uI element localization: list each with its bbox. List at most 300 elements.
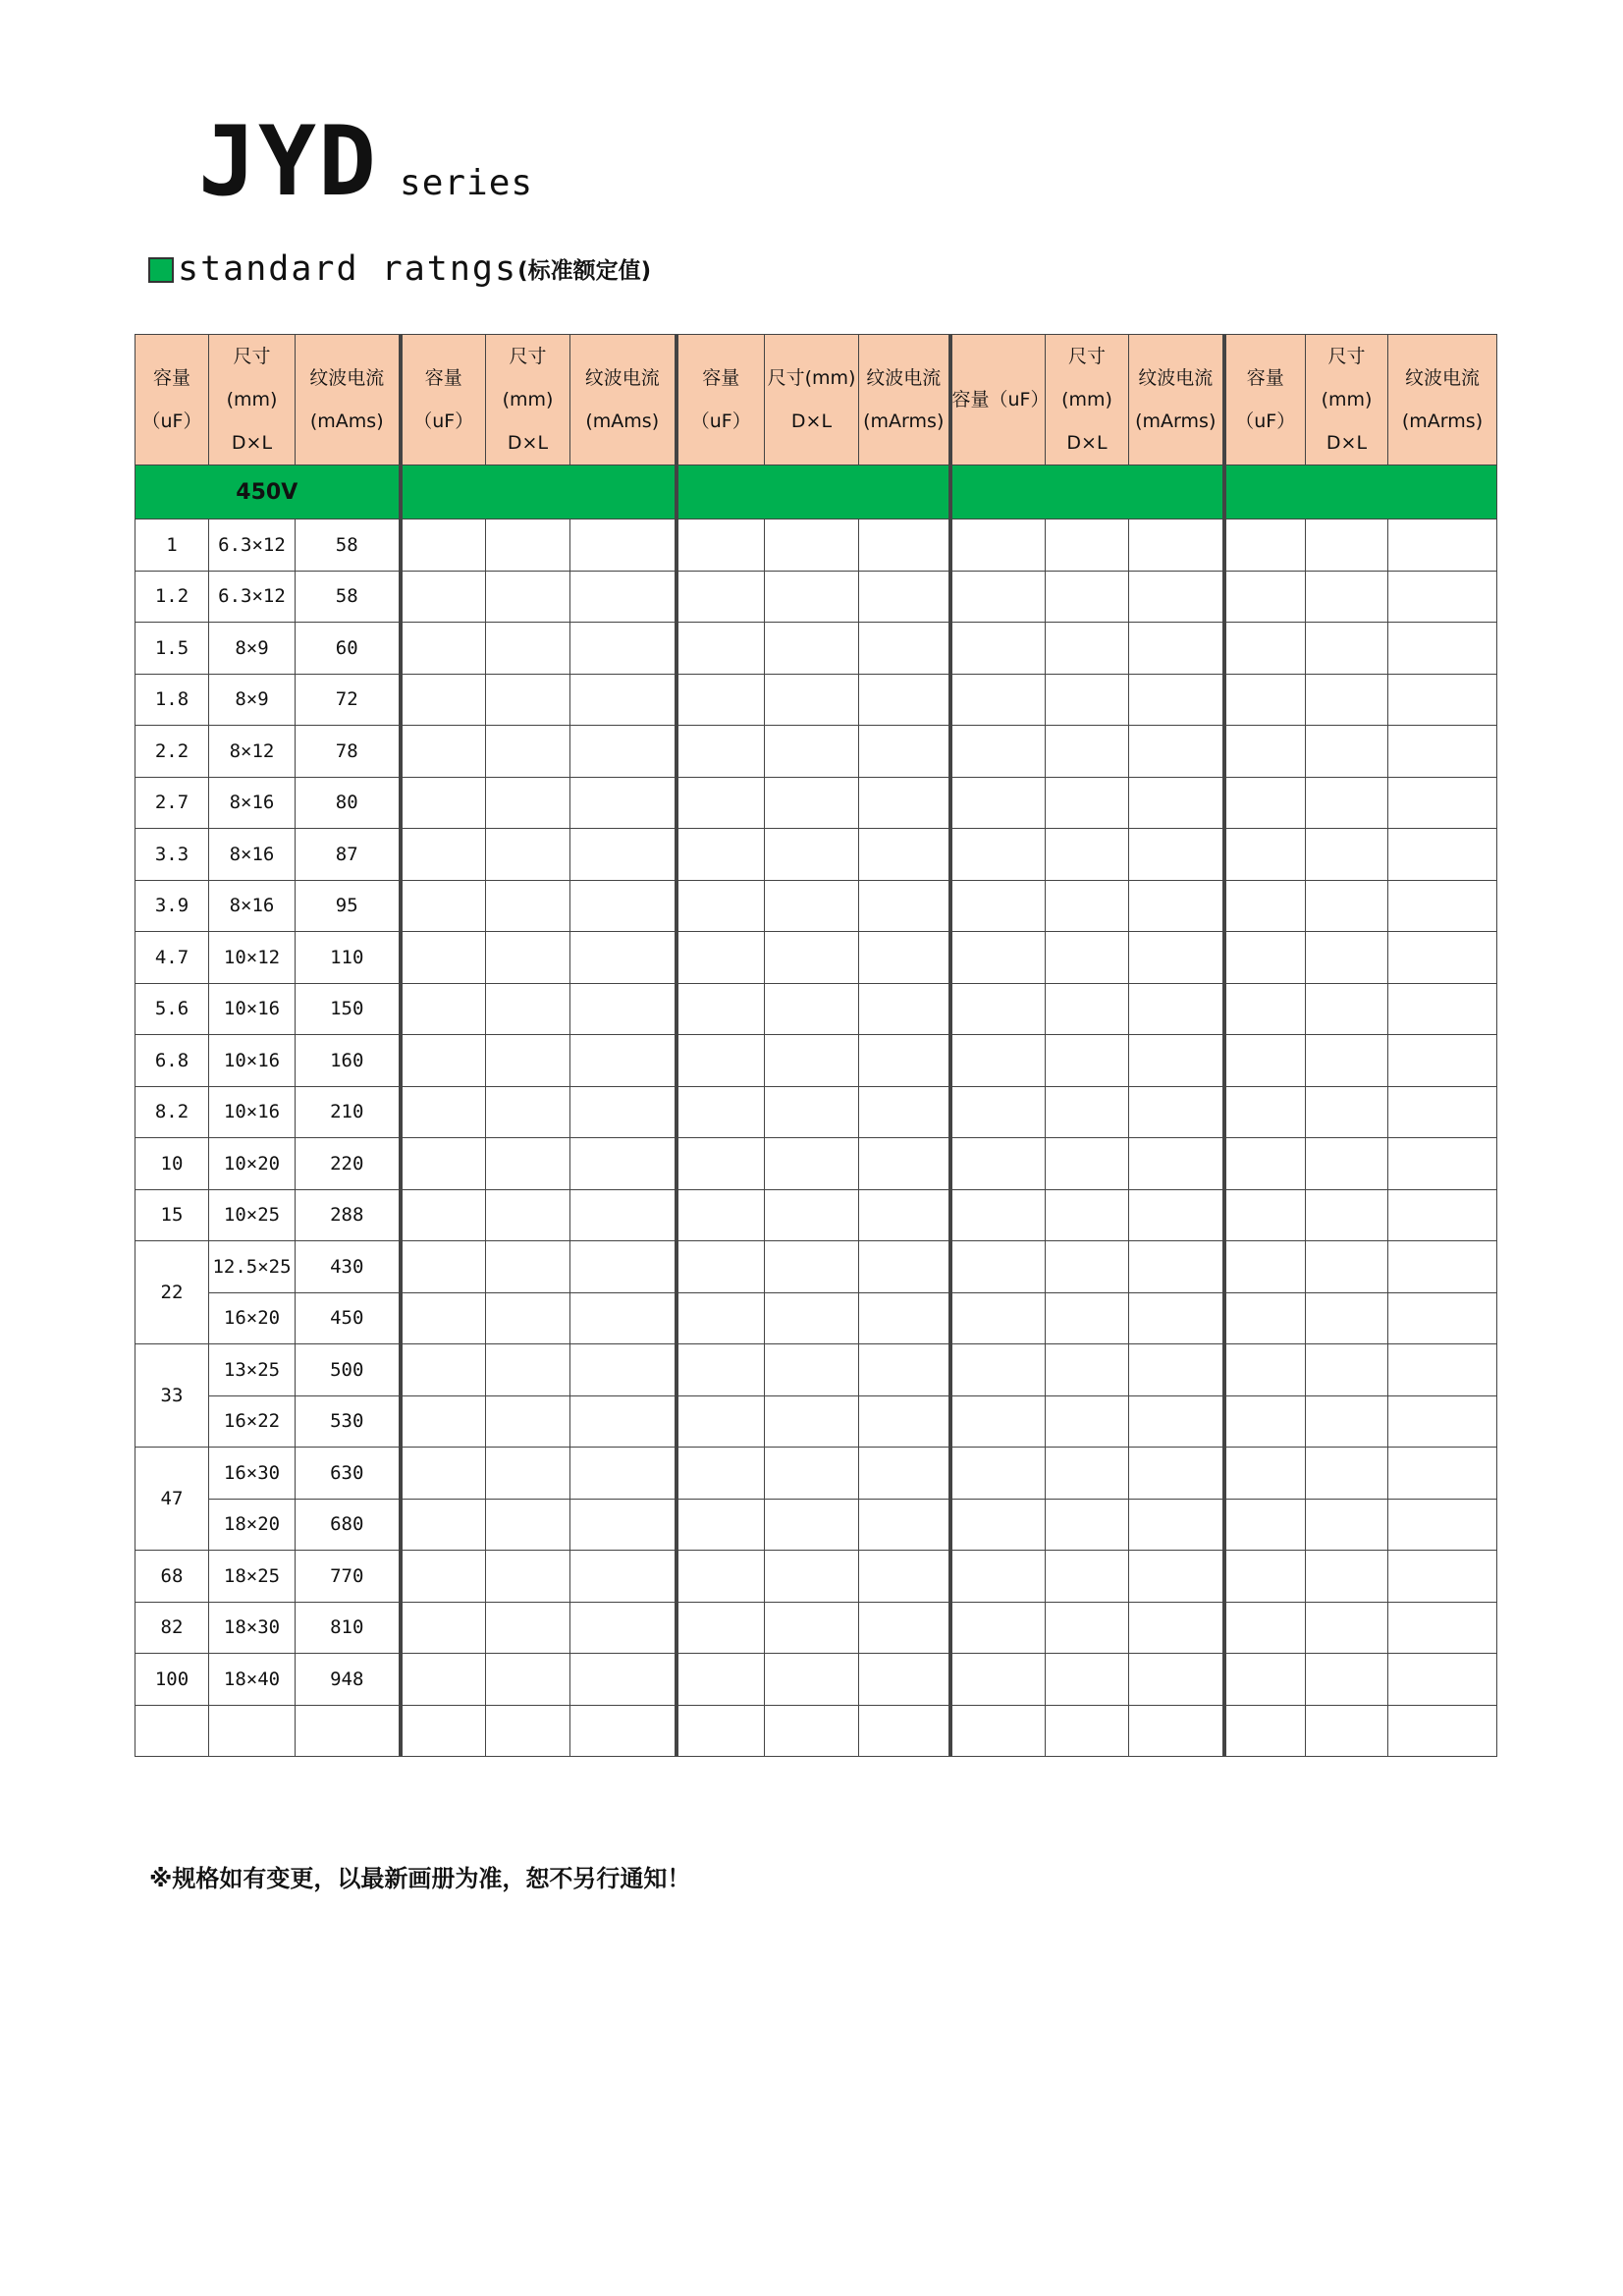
cell-empty: [1388, 1292, 1497, 1344]
cell-empty: [950, 674, 1046, 726]
cell-empty: [676, 1499, 765, 1551]
cell-capacity: 22: [135, 1241, 209, 1344]
cell-empty: [765, 983, 859, 1035]
cell-empty: [570, 623, 676, 675]
table-row: [135, 1499, 1497, 1551]
cell-empty: [401, 932, 486, 984]
cell-empty: [1046, 1035, 1129, 1087]
cell-empty: [1388, 571, 1497, 623]
cell-capacity: 6.8: [135, 1035, 209, 1087]
table-row: [135, 571, 1497, 623]
cell-size: 10×16: [209, 983, 296, 1035]
cell-empty: [1306, 829, 1388, 881]
cell-empty: [1046, 1189, 1129, 1241]
header-ripple: 纹波电流 (mAms): [570, 335, 676, 465]
cell-empty: [1129, 519, 1224, 572]
cell-empty: [859, 571, 950, 623]
cell-empty: [676, 777, 765, 829]
cell-capacity: 1.2: [135, 571, 209, 623]
cell-empty: [765, 880, 859, 932]
cell-empty: [859, 983, 950, 1035]
cell-size: 10×12: [209, 932, 296, 984]
cell-empty: [1388, 880, 1497, 932]
table-row: [135, 726, 1497, 778]
cell-empty: [950, 1448, 1046, 1500]
cell-empty: [1046, 1705, 1129, 1757]
cell-empty: [1046, 1448, 1129, 1500]
cell-empty: [1388, 1344, 1497, 1396]
cell-empty: [570, 674, 676, 726]
cell-empty: [859, 1241, 950, 1293]
cell-ripple: 948: [296, 1654, 401, 1706]
cell-empty: [401, 1448, 486, 1500]
cell-empty: [1046, 1499, 1129, 1551]
cell-size: [209, 1705, 296, 1757]
cell-empty: [1388, 1035, 1497, 1087]
cell-empty: [1224, 1138, 1306, 1190]
cell-empty: [486, 1292, 570, 1344]
cell-empty: [950, 1499, 1046, 1551]
cell-empty: [676, 1086, 765, 1138]
cell-ripple: 530: [296, 1395, 401, 1448]
cell-empty: [859, 932, 950, 984]
voltage-empty: [1224, 465, 1497, 519]
cell-empty: [950, 932, 1046, 984]
cell-empty: [676, 1241, 765, 1293]
cell-capacity: 68: [135, 1551, 209, 1603]
cell-empty: [1388, 932, 1497, 984]
cell-size: 6.3×12: [209, 519, 296, 572]
cell-capacity: 3.3: [135, 829, 209, 881]
cell-empty: [1129, 623, 1224, 675]
disclaimer-note: ※规格如有变更，以最新画册为准，恕不另行通知！: [149, 1865, 691, 1892]
header-ripple: 纹波电流 (mArms): [1388, 335, 1497, 465]
table-row: [135, 1292, 1497, 1344]
cell-ripple: 78: [296, 726, 401, 778]
cell-empty: [1388, 1138, 1497, 1190]
cell-size: 10×25: [209, 1189, 296, 1241]
cell-empty: [1388, 829, 1497, 881]
table-row: [135, 1035, 1497, 1087]
cell-empty: [570, 519, 676, 572]
table-row: [135, 983, 1497, 1035]
cell-empty: [1129, 1035, 1224, 1087]
cell-empty: [1129, 1551, 1224, 1603]
cell-empty: [401, 1499, 486, 1551]
cell-empty: [950, 1138, 1046, 1190]
cell-empty: [676, 519, 765, 572]
cell-empty: [1224, 519, 1306, 572]
cell-empty: [859, 777, 950, 829]
cell-size: 13×25: [209, 1344, 296, 1396]
cell-empty: [1129, 1189, 1224, 1241]
cell-capacity: 100: [135, 1654, 209, 1706]
cell-empty: [676, 1551, 765, 1603]
table-row: [135, 932, 1497, 984]
cell-ripple: 210: [296, 1086, 401, 1138]
cell-size: 8×16: [209, 880, 296, 932]
cell-empty: [1224, 1035, 1306, 1087]
cell-empty: [1306, 1705, 1388, 1757]
cell-capacity: [135, 1705, 209, 1757]
header-size: 尺寸(mm) D×L: [209, 335, 296, 465]
section-heading-cn: (标准额定值): [517, 258, 652, 284]
cell-capacity: 10: [135, 1138, 209, 1190]
cell-empty: [1129, 1499, 1224, 1551]
cell-empty: [676, 932, 765, 984]
cell-empty: [1306, 1035, 1388, 1087]
cell-empty: [676, 1654, 765, 1706]
cell-empty: [486, 932, 570, 984]
table-row: [135, 1086, 1497, 1138]
header-capacity: 容量（uF）: [676, 335, 765, 465]
cell-capacity: 1: [135, 519, 209, 572]
header-capacity: 容量 （uF）: [135, 335, 209, 465]
cell-empty: [1306, 1189, 1388, 1241]
cell-empty: [859, 1448, 950, 1500]
cell-empty: [765, 932, 859, 984]
table-row: [135, 880, 1497, 932]
cell-empty: [1129, 983, 1224, 1035]
cell-empty: [1224, 777, 1306, 829]
cell-empty: [486, 1395, 570, 1448]
cell-empty: [1129, 1344, 1224, 1396]
cell-empty: [401, 1395, 486, 1448]
cell-empty: [1129, 571, 1224, 623]
cell-empty: [1388, 1551, 1497, 1603]
cell-empty: [570, 983, 676, 1035]
cell-ripple: 770: [296, 1551, 401, 1603]
cell-empty: [570, 1189, 676, 1241]
cell-size: 18×40: [209, 1654, 296, 1706]
cell-ripple: 220: [296, 1138, 401, 1190]
table-row: [135, 1138, 1497, 1190]
voltage-row: [135, 465, 1497, 519]
cell-size: 8×12: [209, 726, 296, 778]
cell-empty: [1306, 932, 1388, 984]
cell-empty: [1224, 1705, 1306, 1757]
cell-empty: [1388, 1086, 1497, 1138]
cell-empty: [1306, 880, 1388, 932]
cell-empty: [1224, 726, 1306, 778]
cell-empty: [1046, 777, 1129, 829]
header-ripple: 纹波电流 (mArms): [1129, 335, 1224, 465]
cell-empty: [765, 674, 859, 726]
cell-empty: [1129, 777, 1224, 829]
cell-empty: [1046, 983, 1129, 1035]
cell-size: 18×20: [209, 1499, 296, 1551]
cell-empty: [1224, 983, 1306, 1035]
cell-empty: [570, 1138, 676, 1190]
cell-empty: [950, 1551, 1046, 1603]
header-row: [135, 335, 1497, 465]
cell-empty: [401, 1602, 486, 1654]
header-capacity: 容量 （uF）: [401, 335, 486, 465]
cell-size: 8×9: [209, 674, 296, 726]
cell-empty: [401, 1292, 486, 1344]
cell-empty: [1046, 1138, 1129, 1190]
cell-capacity: 2.7: [135, 777, 209, 829]
cell-empty: [1388, 623, 1497, 675]
cell-empty: [486, 880, 570, 932]
table-row: [135, 1448, 1497, 1500]
cell-empty: [486, 1086, 570, 1138]
cell-empty: [950, 777, 1046, 829]
cell-empty: [1129, 674, 1224, 726]
cell-empty: [676, 1395, 765, 1448]
cell-empty: [859, 623, 950, 675]
cell-empty: [570, 1705, 676, 1757]
cell-empty: [676, 1292, 765, 1344]
cell-empty: [401, 1189, 486, 1241]
cell-empty: [765, 829, 859, 881]
header-capacity: 容量（uF）: [950, 335, 1046, 465]
cell-empty: [486, 829, 570, 881]
cell-size: 12.5×25: [209, 1241, 296, 1293]
cell-empty: [765, 519, 859, 572]
table-row: [135, 1344, 1497, 1396]
cell-size: 10×16: [209, 1086, 296, 1138]
cell-empty: [1224, 880, 1306, 932]
cell-capacity: 33: [135, 1344, 209, 1448]
cell-ripple: 630: [296, 1448, 401, 1500]
cell-empty: [1388, 726, 1497, 778]
cell-empty: [401, 1654, 486, 1706]
cell-empty: [1129, 1602, 1224, 1654]
cell-empty: [486, 983, 570, 1035]
cell-empty: [950, 1705, 1046, 1757]
cell-empty: [1388, 1241, 1497, 1293]
cell-empty: [1046, 1292, 1129, 1344]
header-size: 尺寸(mm) D×L: [1046, 335, 1129, 465]
cell-empty: [1306, 983, 1388, 1035]
cell-empty: [765, 1602, 859, 1654]
cell-empty: [950, 880, 1046, 932]
cell-empty: [765, 623, 859, 675]
cell-empty: [570, 932, 676, 984]
cell-empty: [401, 777, 486, 829]
cell-empty: [1388, 777, 1497, 829]
table-row: [135, 777, 1497, 829]
cell-empty: [401, 983, 486, 1035]
cell-empty: [765, 777, 859, 829]
cell-empty: [1129, 1138, 1224, 1190]
cell-empty: [765, 1292, 859, 1344]
cell-empty: [1224, 1395, 1306, 1448]
cell-empty: [676, 571, 765, 623]
series-name: JYD: [198, 106, 379, 218]
cell-empty: [676, 880, 765, 932]
cell-empty: [859, 1602, 950, 1654]
cell-ripple: 87: [296, 829, 401, 881]
cell-ripple: 500: [296, 1344, 401, 1396]
cell-capacity: 47: [135, 1448, 209, 1551]
cell-empty: [570, 1551, 676, 1603]
cell-empty: [486, 777, 570, 829]
cell-empty: [570, 1602, 676, 1654]
cell-empty: [1046, 571, 1129, 623]
cell-empty: [570, 1086, 676, 1138]
cell-empty: [570, 1395, 676, 1448]
cell-empty: [859, 1395, 950, 1448]
cell-empty: [676, 1189, 765, 1241]
cell-empty: [401, 1035, 486, 1087]
cell-empty: [1388, 1395, 1497, 1448]
cell-empty: [1046, 829, 1129, 881]
table-row: [135, 1705, 1497, 1757]
cell-empty: [676, 1705, 765, 1757]
cell-empty: [859, 1654, 950, 1706]
cell-size: 18×30: [209, 1602, 296, 1654]
cell-empty: [950, 1189, 1046, 1241]
cell-ripple: 430: [296, 1241, 401, 1293]
cell-empty: [950, 983, 1046, 1035]
cell-empty: [486, 519, 570, 572]
cell-size: 16×20: [209, 1292, 296, 1344]
cell-empty: [1046, 519, 1129, 572]
table-row: [135, 674, 1497, 726]
cell-empty: [859, 1138, 950, 1190]
cell-empty: [570, 726, 676, 778]
cell-empty: [765, 1086, 859, 1138]
cell-ripple: 150: [296, 983, 401, 1035]
cell-ripple: 288: [296, 1189, 401, 1241]
cell-empty: [1046, 623, 1129, 675]
cell-empty: [1046, 674, 1129, 726]
cell-empty: [1224, 674, 1306, 726]
cell-empty: [765, 1705, 859, 1757]
table-row: [135, 519, 1497, 572]
cell-empty: [859, 726, 950, 778]
cell-empty: [1224, 1499, 1306, 1551]
cell-empty: [1129, 880, 1224, 932]
cell-size: 8×16: [209, 829, 296, 881]
voltage-empty: [401, 465, 676, 519]
cell-empty: [1306, 726, 1388, 778]
cell-empty: [1129, 1292, 1224, 1344]
cell-empty: [859, 1551, 950, 1603]
cell-ripple: 95: [296, 880, 401, 932]
table-row: [135, 829, 1497, 881]
cell-empty: [1129, 1705, 1224, 1757]
cell-empty: [1388, 1189, 1497, 1241]
cell-ripple: 110: [296, 932, 401, 984]
cell-empty: [950, 623, 1046, 675]
cell-empty: [1224, 1189, 1306, 1241]
cell-empty: [1306, 623, 1388, 675]
cell-size: 16×30: [209, 1448, 296, 1500]
cell-empty: [1224, 829, 1306, 881]
cell-empty: [1388, 1654, 1497, 1706]
cell-empty: [570, 1654, 676, 1706]
cell-empty: [570, 1035, 676, 1087]
cell-empty: [859, 1086, 950, 1138]
cell-empty: [401, 1241, 486, 1293]
cell-empty: [486, 1602, 570, 1654]
cell-empty: [1129, 726, 1224, 778]
cell-empty: [1306, 1138, 1388, 1190]
cell-empty: [401, 1138, 486, 1190]
header-ripple: 纹波电流 (mAms): [296, 335, 401, 465]
cell-empty: [401, 674, 486, 726]
cell-empty: [676, 1344, 765, 1396]
cell-empty: [676, 1138, 765, 1190]
cell-empty: [1046, 726, 1129, 778]
cell-size: 10×16: [209, 1035, 296, 1087]
cell-empty: [1306, 1292, 1388, 1344]
cell-empty: [859, 674, 950, 726]
green-square-icon: [148, 257, 174, 283]
cell-empty: [859, 1499, 950, 1551]
cell-empty: [1388, 1499, 1497, 1551]
cell-empty: [1306, 1344, 1388, 1396]
cell-empty: [765, 1138, 859, 1190]
cell-empty: [401, 1551, 486, 1603]
cell-empty: [765, 1654, 859, 1706]
cell-empty: [1224, 1551, 1306, 1603]
cell-empty: [486, 1138, 570, 1190]
cell-empty: [1224, 1241, 1306, 1293]
cell-empty: [486, 571, 570, 623]
cell-empty: [486, 1654, 570, 1706]
cell-empty: [859, 1035, 950, 1087]
table-row: [135, 1395, 1497, 1448]
cell-capacity: 1.5: [135, 623, 209, 675]
cell-empty: [765, 1551, 859, 1603]
cell-empty: [765, 1241, 859, 1293]
cell-empty: [486, 623, 570, 675]
cell-empty: [1306, 777, 1388, 829]
cell-empty: [950, 829, 1046, 881]
cell-empty: [676, 1602, 765, 1654]
cell-empty: [486, 1551, 570, 1603]
cell-empty: [1306, 1086, 1388, 1138]
ratings-table: [135, 334, 1497, 1757]
series-label: series: [400, 163, 534, 203]
cell-size: 8×9: [209, 623, 296, 675]
cell-empty: [1388, 519, 1497, 572]
cell-empty: [486, 674, 570, 726]
cell-empty: [676, 623, 765, 675]
table-row: [135, 1602, 1497, 1654]
cell-ripple: 450: [296, 1292, 401, 1344]
cell-empty: [765, 1448, 859, 1500]
cell-empty: [1046, 1086, 1129, 1138]
cell-empty: [1388, 1602, 1497, 1654]
cell-empty: [1224, 1602, 1306, 1654]
cell-empty: [859, 519, 950, 572]
header-size: 尺寸(mm) D×L: [1306, 335, 1388, 465]
cell-ripple: 160: [296, 1035, 401, 1087]
table-row: [135, 623, 1497, 675]
cell-capacity: 5.6: [135, 983, 209, 1035]
cell-capacity: 2.2: [135, 726, 209, 778]
cell-capacity: 8.2: [135, 1086, 209, 1138]
cell-empty: [1046, 1395, 1129, 1448]
cell-empty: [1224, 1344, 1306, 1396]
cell-capacity: 82: [135, 1602, 209, 1654]
cell-empty: [1129, 1448, 1224, 1500]
cell-empty: [676, 1448, 765, 1500]
cell-empty: [1046, 880, 1129, 932]
cell-empty: [950, 1035, 1046, 1087]
section-heading: [148, 249, 651, 289]
cell-empty: [401, 726, 486, 778]
header-size: 尺寸(mm) D×L: [486, 335, 570, 465]
series-title: [198, 106, 533, 218]
cell-empty: [570, 1344, 676, 1396]
cell-empty: [1224, 571, 1306, 623]
